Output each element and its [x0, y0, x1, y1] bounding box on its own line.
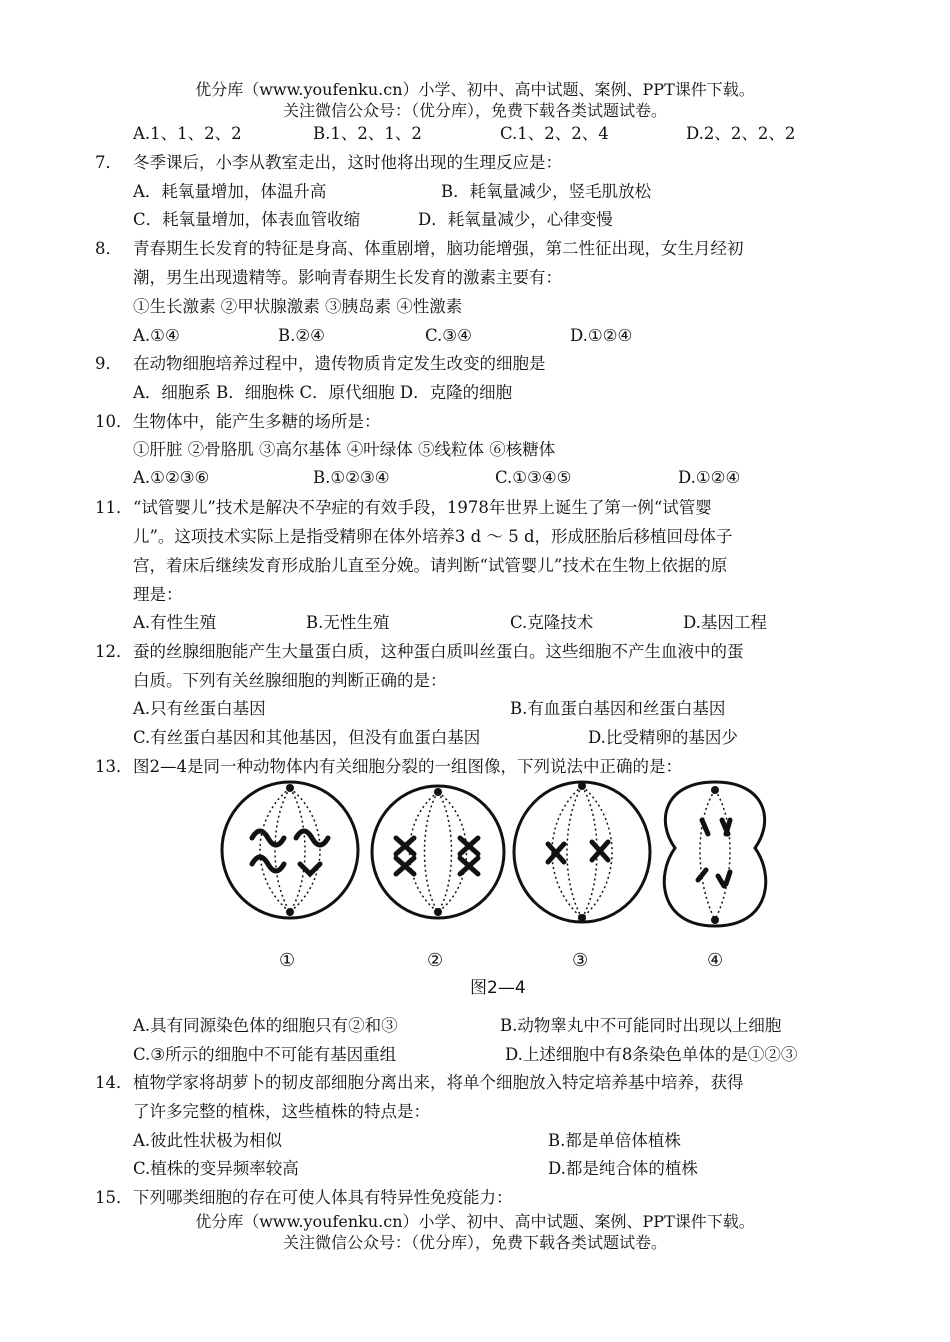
q14-number: 14． — [95, 1073, 133, 1092]
q6-option-a: A.1、1、2、2 — [133, 124, 242, 143]
q14-option-a: A.彼此性状极为相似 — [133, 1131, 283, 1150]
cell-3-outline — [514, 782, 650, 922]
cell-2-chromosome — [460, 858, 478, 874]
q7-option-d: D．耗氧量减少，心律变慢 — [418, 210, 613, 229]
figure-label-1: ① — [279, 950, 296, 971]
header-line-2: 关注微信公众号：（优分库），免费下载各类试题试卷。 — [282, 101, 667, 120]
cell-2-chromosome — [396, 838, 414, 854]
cell-4-chromosome — [702, 820, 730, 834]
q11-stem-3: 宫，着床后继续发育形成胎儿直至分娩。请判断“试管婴儿”技术在生物上依据的原 — [133, 556, 728, 575]
q7-option-a: A．耗氧量增加，体温升高 — [133, 182, 327, 201]
q11-number: 11． — [95, 498, 133, 517]
q12-stem-2: 白质。下列有关丝腺细胞的判断正确的是： — [133, 671, 447, 690]
q8-number: 8． — [95, 239, 122, 258]
q6-option-c: C.1、2、2、4 — [500, 124, 609, 143]
cell-2-chromosome — [460, 838, 478, 854]
cell-3-chromosome — [548, 844, 564, 862]
q13-option-c: C.③所示的细胞中不可能有基因重组 — [133, 1045, 397, 1064]
q8-stem-1: 青春期生长发育的特征是身高、体重剧增，脑功能增强，第二性征出现，女生月经初 — [133, 239, 744, 258]
q9-number: 9． — [95, 354, 122, 373]
figure-label-2: ② — [427, 950, 444, 971]
q14-stem-1: 植物学家将胡萝卜的韧皮部细胞分离出来，将单个细胞放入特定培养基中培养，获得 — [133, 1073, 744, 1092]
q12-option-c: C.有丝蛋白基因和其他基因，但没有血蛋白基因 — [133, 728, 481, 747]
q9-stem: 在动物细胞培养过程中，遗传物质肯定发生改变的细胞是 — [133, 354, 546, 373]
q10-stem: 生物体中，能产生多糖的场所是： — [133, 412, 381, 431]
cell-3-chromosome — [592, 842, 608, 860]
q14-option-b: B.都是单倍体植株 — [548, 1131, 681, 1150]
q10-option-a: A.①②③⑥ — [133, 468, 210, 487]
figure-label-3: ③ — [572, 950, 589, 971]
q7-stem: 冬季课后，小李从教室走出，这时他将出现的生理反应是： — [133, 153, 562, 172]
figure-label-4: ④ — [707, 950, 724, 971]
q13-number: 13． — [95, 757, 133, 776]
cell-1-chromosome — [252, 857, 284, 871]
q8-option-a: A.①④ — [133, 326, 180, 345]
q15-number: 15． — [95, 1188, 133, 1207]
q10-option-c: C.①③④⑤ — [495, 468, 572, 487]
q14-option-d: D.都是纯合体的植株 — [548, 1159, 698, 1178]
q11-stem-1: “试管婴儿”技术是解决不孕症的有效手段，1978年世界上诞生了第一例“试管婴 — [133, 498, 712, 517]
q15-stem: 下列哪类细胞的存在可使人体具有特异性免疫能力： — [133, 1188, 513, 1207]
q11-stem-2: 儿”。这项技术实际上是指受精卵在体外培养3 d ～ 5 d，形成胚胎后移植回母体子 — [133, 527, 733, 546]
q8-option-b: B.②④ — [278, 326, 325, 345]
q14-option-c: C.植株的变异频率较高 — [133, 1159, 299, 1178]
q10-option-b: B.①②③④ — [313, 468, 390, 487]
q6-option-b: B.1、2、1、2 — [313, 124, 422, 143]
q13-option-a: A.具有同源染色体的细胞只有②和③ — [133, 1016, 398, 1035]
cell-1-chromosome — [252, 831, 284, 845]
q12-number: 12． — [95, 642, 133, 661]
q13-option-b: B.动物睾丸中不可能同时出现以上细胞 — [500, 1016, 782, 1035]
q10-items: ①肝脏 ②骨胳肌 ③高尔基体 ④叶绿体 ⑤线粒体 ⑥核糖体 — [133, 440, 556, 459]
cell-1-chromosome — [296, 831, 328, 845]
q6-option-d: D.2、2、2、2 — [686, 124, 796, 143]
header-line-1: 优分库（www.youfenku.cn）小学、初中、高中试题、案例、PPT课件下载。 — [195, 80, 755, 99]
q10-option-d: D.①②④ — [678, 468, 741, 487]
cell-1-outline — [222, 782, 358, 918]
footer-line-1: 优分库（www.youfenku.cn）小学、初中、高中试题、案例、PPT课件下载。 — [195, 1212, 755, 1231]
q13-stem: 图2—4是同一种动物体内有关细胞分裂的一组图像，下列说法中正确的是： — [133, 757, 682, 776]
q7-option-c: C．耗氧量增加，体表血管收缩 — [133, 210, 361, 229]
cell-2-chromosome — [396, 858, 414, 874]
q10-number: 10． — [95, 412, 133, 431]
q8-items: ①生长激素 ②甲状腺激素 ③胰岛素 ④性激素 — [133, 297, 463, 316]
q11-option-d: D.基因工程 — [683, 613, 767, 632]
cell-4-outline — [664, 782, 765, 926]
q11-option-b: B.无性生殖 — [306, 613, 390, 632]
q12-option-d: D.比受精卵的基因少 — [588, 728, 738, 747]
q12-option-b: B.有血蛋白基因和丝蛋白基因 — [510, 699, 726, 718]
figure-caption: 图2—4 — [470, 978, 526, 998]
q14-stem-2: 了许多完整的植株，这些植株的特点是： — [133, 1102, 430, 1121]
cell-1-chromosome — [300, 864, 320, 874]
q12-stem-1: 蚕的丝腺细胞能产生大量蛋白质，这种蛋白质叫丝蛋白。这些细胞不产生血液中的蛋 — [133, 642, 744, 661]
q8-option-d: D.①②④ — [570, 326, 633, 345]
footer-line-2: 关注微信公众号：（优分库），免费下载各类试题试卷。 — [282, 1233, 667, 1252]
q8-option-c: C.③④ — [425, 326, 472, 345]
q7-option-b: B．耗氧量减少，竖毛肌放松 — [441, 182, 652, 201]
q13-option-d: D.上述细胞中有8条染色单体的是①②③ — [505, 1045, 798, 1064]
cell-2-outline — [372, 786, 504, 918]
q11-stem-4: 理是： — [133, 585, 183, 604]
q12-option-a: A.只有丝蛋白基因 — [133, 699, 266, 718]
q11-option-a: A.有性生殖 — [133, 613, 217, 632]
q7-number: 7． — [95, 153, 122, 172]
q11-option-c: C.克隆技术 — [510, 613, 594, 632]
q8-stem-2: 潮，男生出现遗精等。影响青春期生长发育的激素主要有： — [133, 268, 562, 287]
q9-options: A．细胞系 B．细胞株 C．原代细胞 D．克隆的细胞 — [133, 383, 513, 402]
